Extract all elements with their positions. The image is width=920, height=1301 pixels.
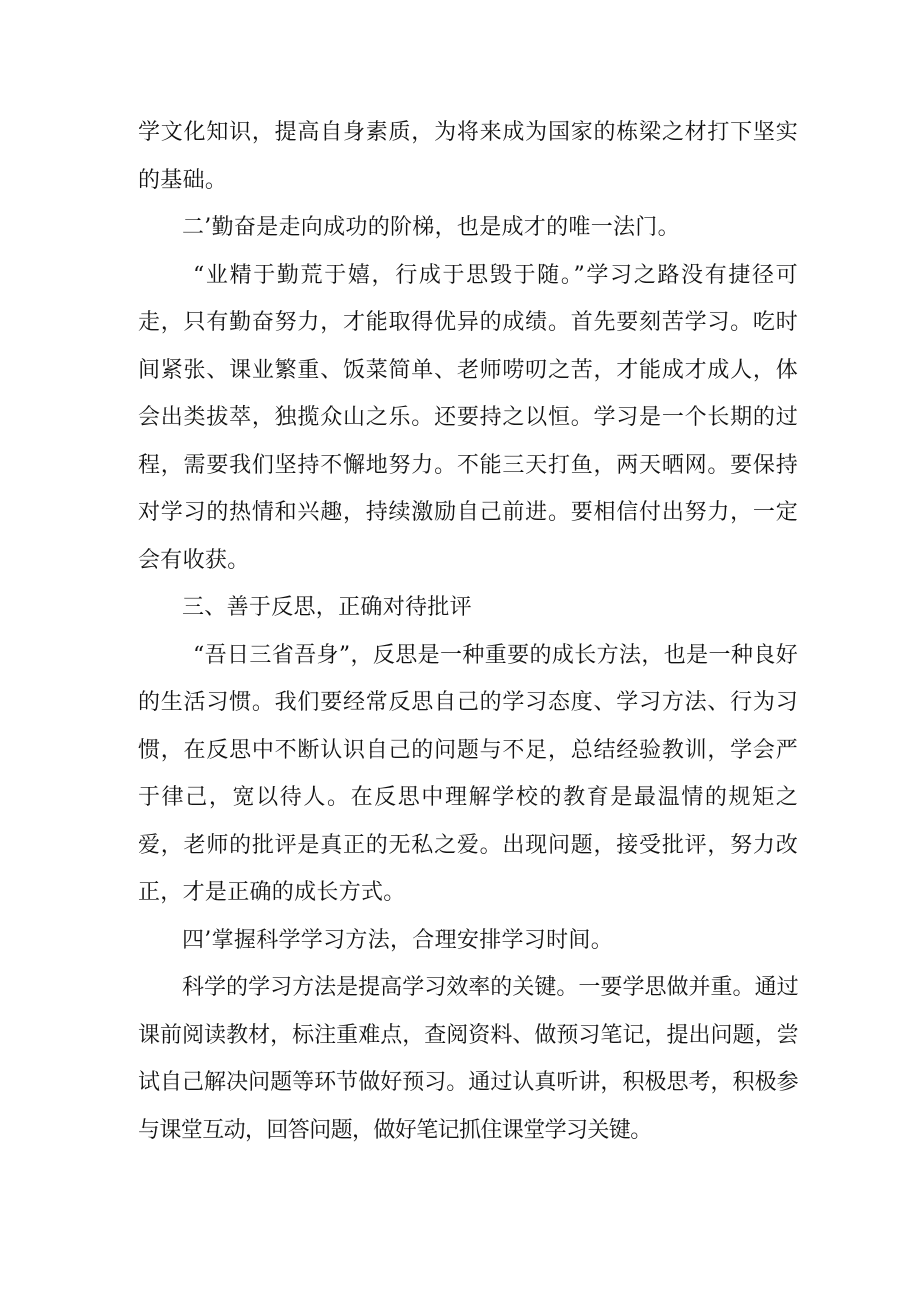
- document-body: [138, 109, 798, 1154]
- paragraph-reflection: “吾日三省吾身”，反思是一种重要的成长方法，也是一种良好的生活习惯。我们要经常反思自己的学习态度、学习方法、行为习惯，在反思中不断认识自己的问题与不足，总结经验教训，学会严于律己，宽以待人。在反思中理解学校的教育是最温情的规矩之爱，老师的批评是真正的无私之爱。出现问题，接受批评，努力改正，才是正确的成长方式。: [138, 642, 798, 905]
- paragraph-diligence: “业精于勤荒于嬉，行成于思毁于随。”学习之路没有捷径可走，只有勤奋努力，才能取得优异的成绩。首先要刻苦学习。吃时间紧张、课业繁重、饭菜简单、老师唠叨之苦，才能成才成人，体会出类拔萃，独揽众山之乐。还要持之以恒。学习是一个长期的过程，需要我们坚持不懈地努力。不能三天打鱼，两天晒网。要保持对学习的热情和兴趣，持续激励自己前进。要相信付出努力，一定会有收获。: [138, 262, 798, 573]
- section-heading-4: 四’掌握科学学习方法，合理安排学习时间。: [182, 927, 613, 953]
- paragraph-continuation: 学文化知识，提高自身素质，为将来成为国家的栋梁之材打下坚实的基础。: [138, 120, 798, 193]
- paragraph-study-methods: 科学的学习方法是提高学习效率的关键。一要学思做并重。通过课前阅读教材，标注重难点，查阅资料、做预习笔记，提出问题，尝试自己解决问题等环节做好预习。通过认真听讲，积极思考，积极参与课堂互动，回答问题，做好笔记抓住课堂学习关键。: [138, 975, 798, 1143]
- section-heading-3: 三、善于反思，正确对待批评: [182, 595, 472, 620]
- section-heading-2: 二’勤奋是走向成功的阶梯，也是成才的唯一法门。: [182, 215, 680, 240]
